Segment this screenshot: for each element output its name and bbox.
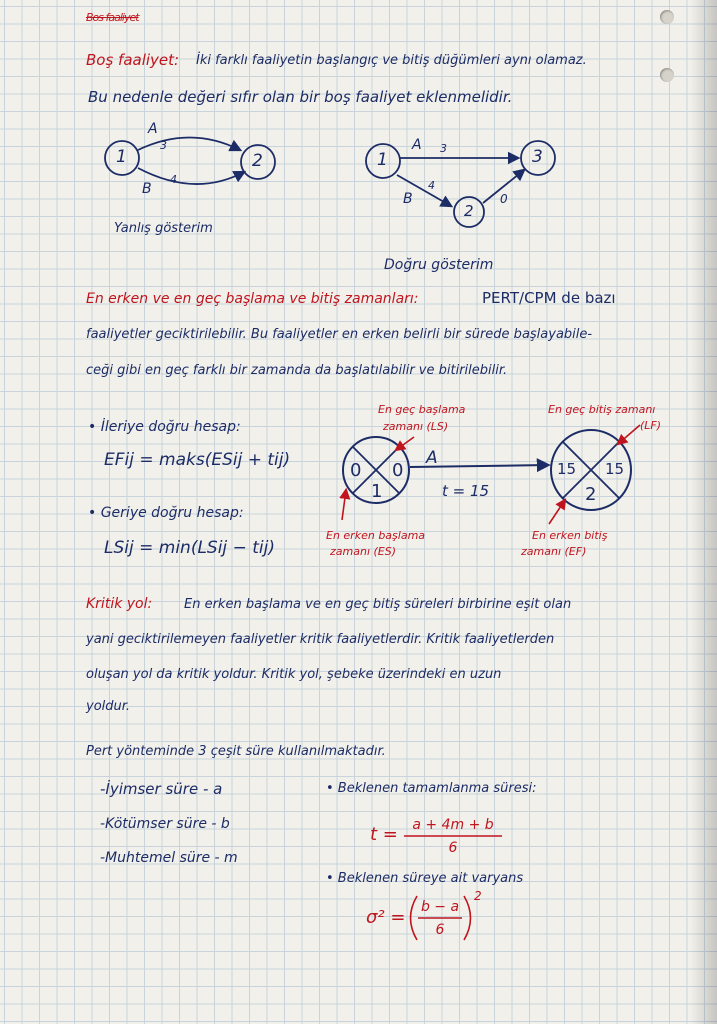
right-node-1: 1 — [377, 150, 388, 170]
wrong-label-b: B — [142, 181, 152, 197]
es-label-2: zamanı (ES) — [330, 545, 397, 558]
node-b-lf: 15 — [605, 460, 625, 478]
expected-denominator: 6 — [448, 840, 458, 856]
kritik-line-4: yoldur. — [86, 699, 131, 714]
wrong-dur-a: 3 — [160, 139, 167, 152]
kritik-line-3: oluşan yol da kritik yoldur. Kritik yol, şebeke üzerindeki en uzun — [86, 667, 502, 682]
es-label-1: En erken başlama — [326, 529, 426, 542]
node-a-ls: 0 — [392, 460, 404, 481]
lf-callout-arrow — [618, 425, 640, 444]
kritik-line-2: yani geciktirilemeyen faaliyetler kritik faaliyetlerdir. Kritik faaliyetlerden — [86, 632, 555, 647]
bos-line-2: Bu nedenle değeri sıfır olan bir boş faaliyet eklenmelidir. — [88, 88, 513, 106]
right-dur-b: 4 — [428, 179, 435, 192]
expected-numerator: a + 4m + b — [412, 817, 494, 833]
node-b-number: 2 — [585, 484, 597, 505]
scribbled-heading: Bos faaliyet — [86, 11, 139, 24]
lf-label-1: En geç bitiş zamanı — [548, 403, 656, 416]
kritik-line-1-rest: En erken başlama ve en geç bitiş süreleri birbirine eşit olan — [184, 597, 572, 612]
node-a-number: 1 — [371, 481, 383, 502]
ef-callout-arrow — [549, 500, 565, 524]
ef-label-2: zamanı (EF) — [521, 545, 587, 558]
variance-exponent: 2 — [474, 889, 482, 903]
variance-lhs: σ² = — [366, 907, 406, 928]
forward-title: • İleriye doğru hesap: — [88, 419, 241, 435]
node-b-ef: 15 — [557, 460, 577, 478]
ls-callout-arrow — [396, 437, 414, 450]
expected-lhs: t = — [370, 824, 398, 845]
forward-formula: EFij = maks(ESij + tij) — [104, 450, 291, 470]
variance-denominator: 6 — [435, 922, 445, 938]
ls-label-2: zamanı (LS) — [383, 420, 449, 433]
right-dummy-dur: 0 — [500, 192, 508, 206]
backward-formula: LSij = min(LSij − tij) — [104, 538, 275, 558]
ef-label-1: En erken bitiş — [532, 529, 608, 542]
right-node-3: 3 — [532, 147, 543, 167]
pert-arc-time: t = 15 — [442, 482, 490, 500]
backward-title: • Geriye doğru hesap: — [88, 505, 244, 521]
erken-label: En erken ve en geç başlama ve bitiş zamanları: — [86, 291, 419, 307]
wrong-node-1: 1 — [116, 147, 127, 167]
right-caption: Doğru gösterim — [384, 257, 494, 273]
wrong-arrow-b — [138, 168, 244, 184]
right-label-a: A — [412, 137, 422, 153]
variance-title: • Beklenen süreye ait varyans — [326, 871, 524, 886]
lf-label-2: (LF) — [640, 419, 662, 432]
wrong-node-2: 2 — [252, 151, 263, 171]
erken-line-1-rest: PERT/CPM de bazı — [482, 289, 616, 307]
pert-item-optimistic: -İyimser süre - a — [100, 780, 223, 798]
variance-numerator: b − a — [420, 899, 460, 915]
wrong-arrow-a — [138, 138, 240, 151]
right-node-2: 2 — [464, 202, 474, 220]
kritik-label: Kritik yol: — [86, 596, 153, 612]
variance-right-paren — [464, 896, 471, 940]
erken-line-3: ceği gibi en geç farklı bir zamanda da başlatılabilir ve bitirilebilir. — [86, 363, 508, 378]
bos-line-1: İki farklı faaliyetin başlangıç ve bitiş düğümleri aynı olamaz. — [196, 53, 587, 68]
wrong-label-a: A — [148, 121, 158, 137]
node-a-es: 0 — [350, 460, 362, 481]
pert-item-likely: -Muhtemel süre - m — [100, 850, 238, 866]
ls-label-1: En geç başlama — [378, 403, 466, 416]
pert-arc-label: A — [426, 448, 438, 468]
es-callout-arrow — [342, 490, 346, 520]
right-label-b: B — [403, 191, 413, 207]
bos-faaliyet-label: Boş faaliyet: — [86, 51, 180, 69]
variance-left-paren — [411, 896, 418, 940]
erken-line-2: faaliyetler geciktirilebilir. Bu faaliyetler en erken belirli bir sürede başlayabile- — [86, 327, 593, 342]
wrong-dur-b: 4 — [170, 173, 177, 186]
pert-item-pessimistic: -Kötümser süre - b — [100, 816, 230, 832]
right-dur-a: 3 — [440, 142, 447, 155]
wrong-caption: Yanlış gösterim — [114, 221, 213, 236]
pert-intro: Pert yönteminde 3 çeşit süre kullanılmaktadır. — [86, 744, 386, 759]
expected-title: • Beklenen tamamlanma süresi: — [326, 781, 537, 796]
